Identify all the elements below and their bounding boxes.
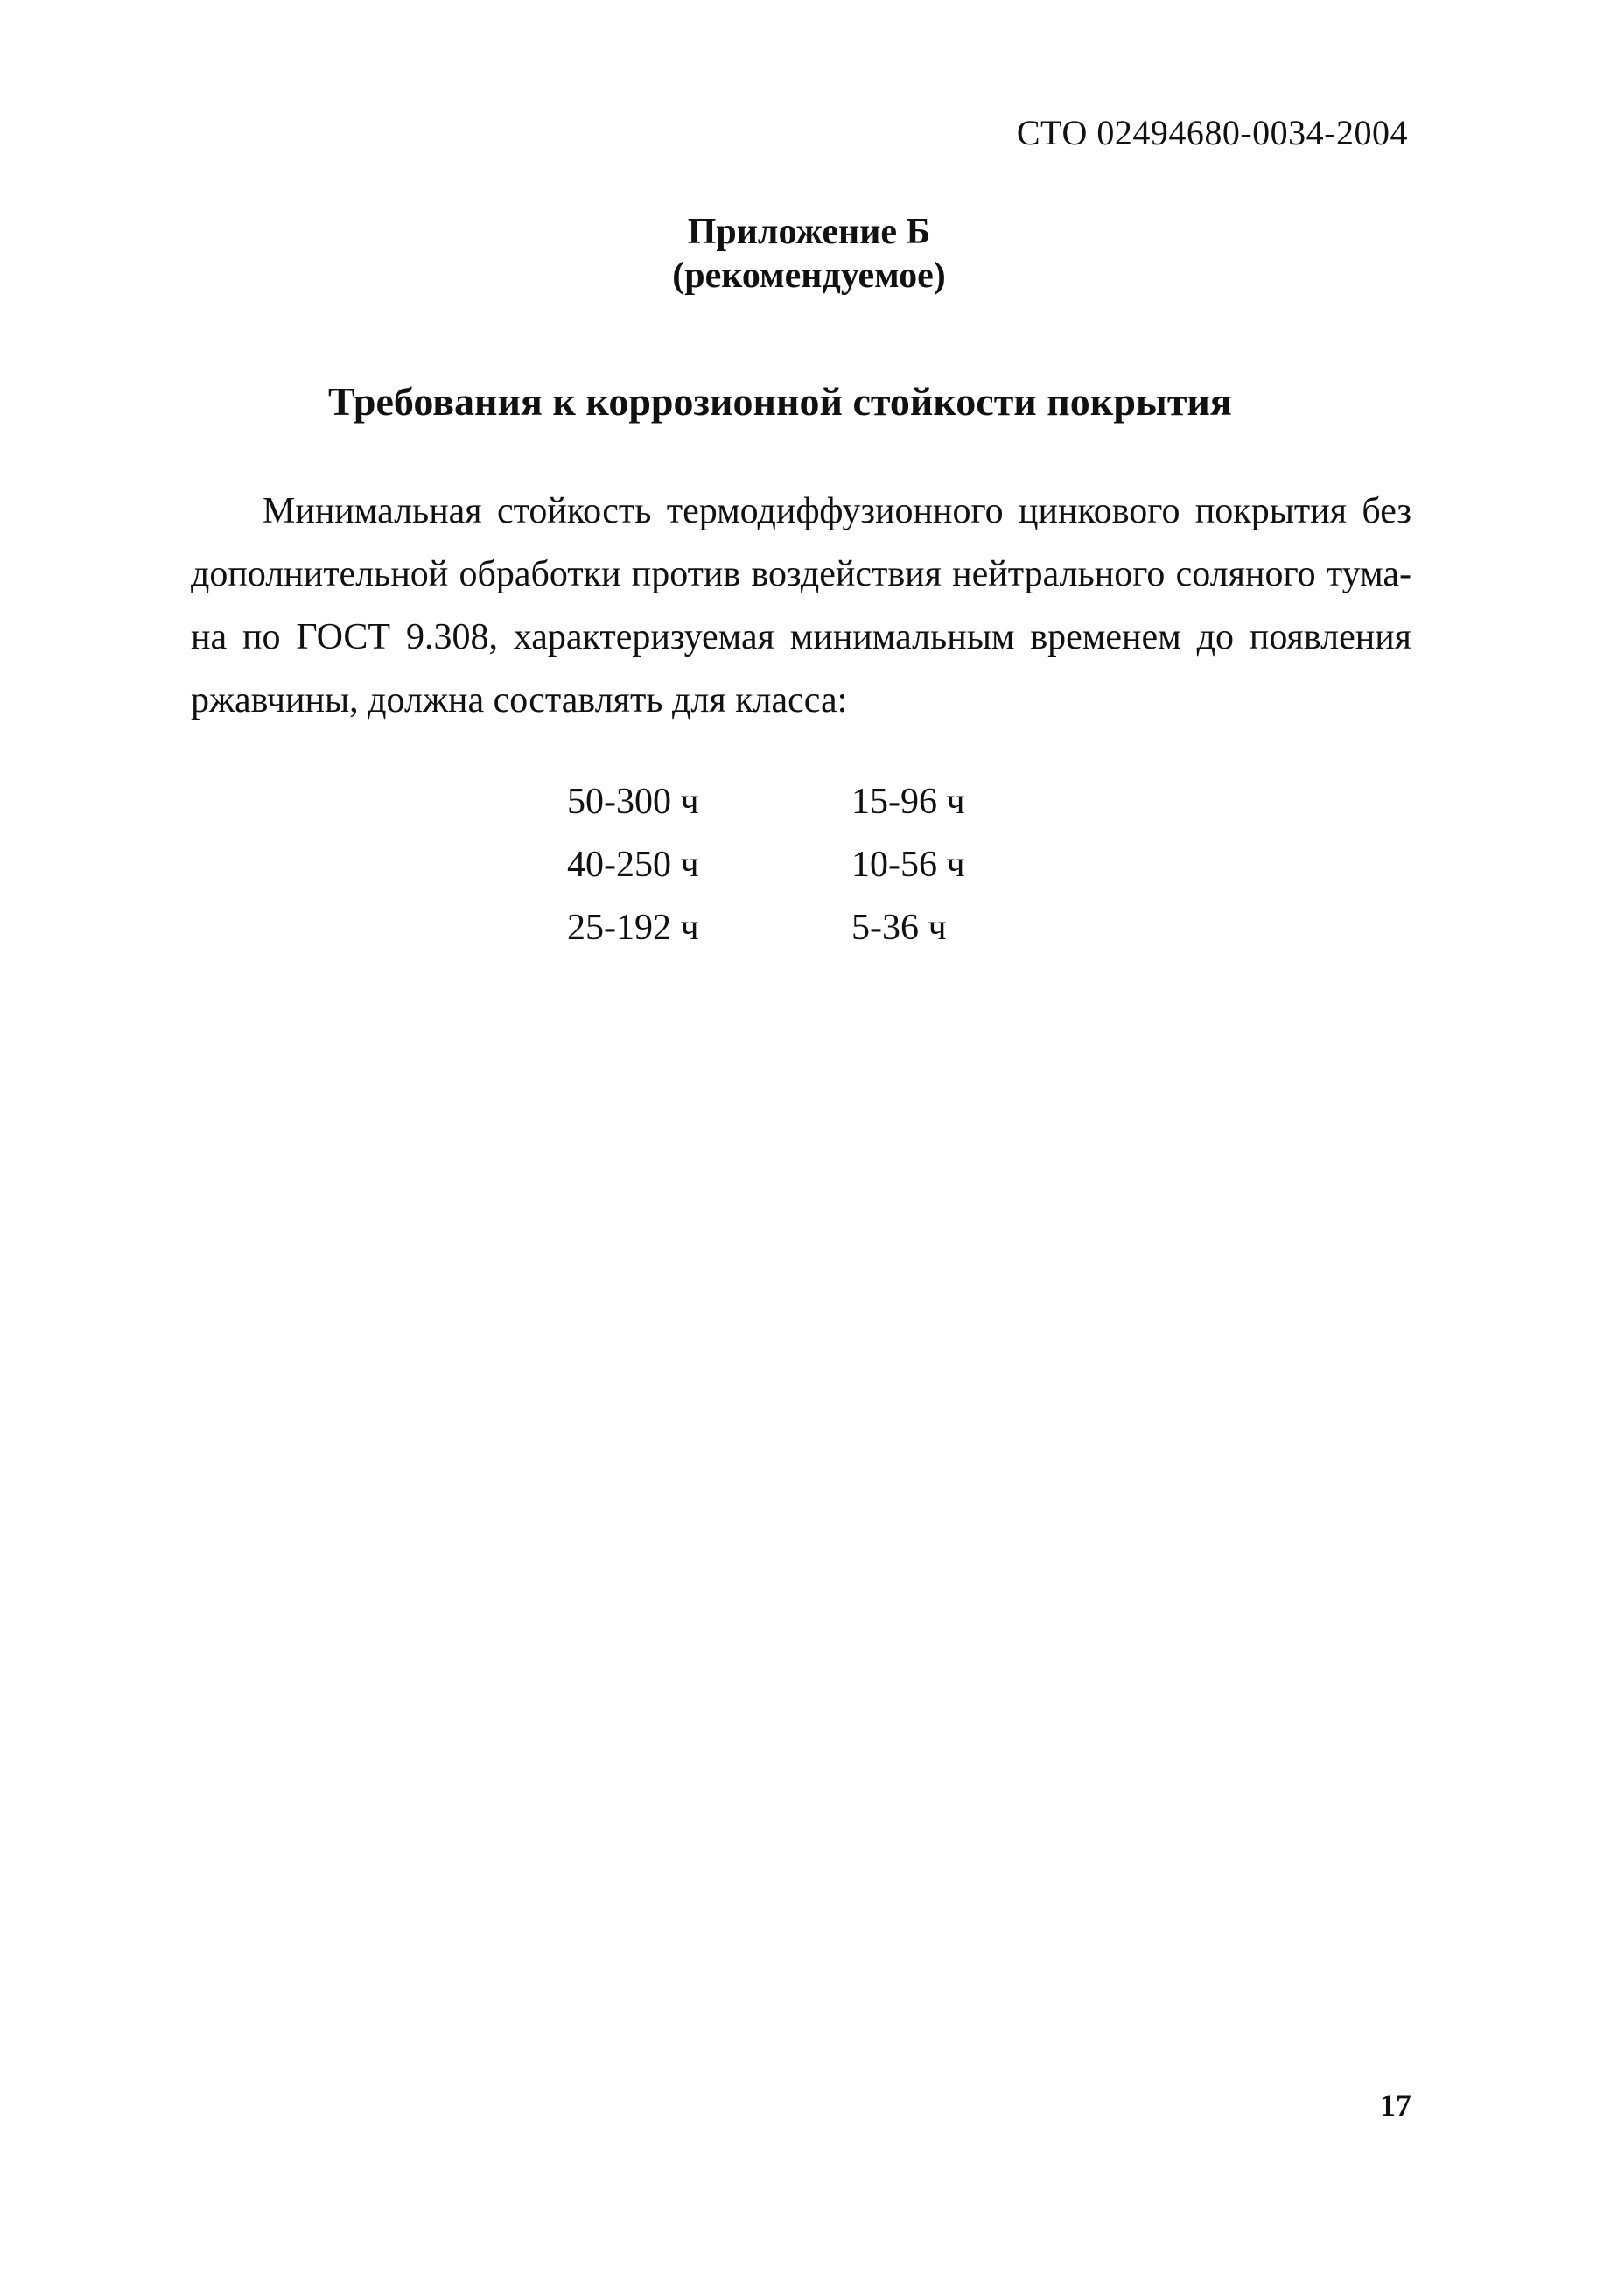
paragraph-line: на по ГОСТ 9.308, характеризуемая минимальным временем до появления <box>191 617 1411 657</box>
class-row <box>567 770 1026 833</box>
paragraph-line: дополнительной обработки против воздействия нейтрального соляного тума- <box>191 554 1411 594</box>
document-code: СТО 02494680-0034-2004 <box>1016 113 1408 152</box>
paragraph <box>191 480 1411 732</box>
class-row <box>567 896 1026 959</box>
paragraph-line: ржавчины, должна составлять для класса: <box>191 680 848 720</box>
section-heading: Требования к коррозионной стойкости покрытия <box>328 379 1232 424</box>
page-number: 17 <box>1380 2088 1411 2123</box>
appendix-subtitle: (рекомендуемое) <box>672 256 946 296</box>
class-value-left: 40-250 ч <box>567 845 699 885</box>
class-value-left: 50-300 ч <box>567 782 699 822</box>
class-value-right: 15-96 ч <box>851 782 965 822</box>
class-value-right: 10-56 ч <box>851 845 965 885</box>
class-list <box>567 770 1026 959</box>
class-row <box>567 833 1026 896</box>
paragraph-line: Минимальная стойкость термодиффузионного цинкового покрытия без <box>263 491 1411 531</box>
appendix-title: Приложение Б <box>687 212 931 252</box>
class-value-left: 25-192 ч <box>567 908 699 948</box>
class-value-right: 5-36 ч <box>851 908 947 948</box>
